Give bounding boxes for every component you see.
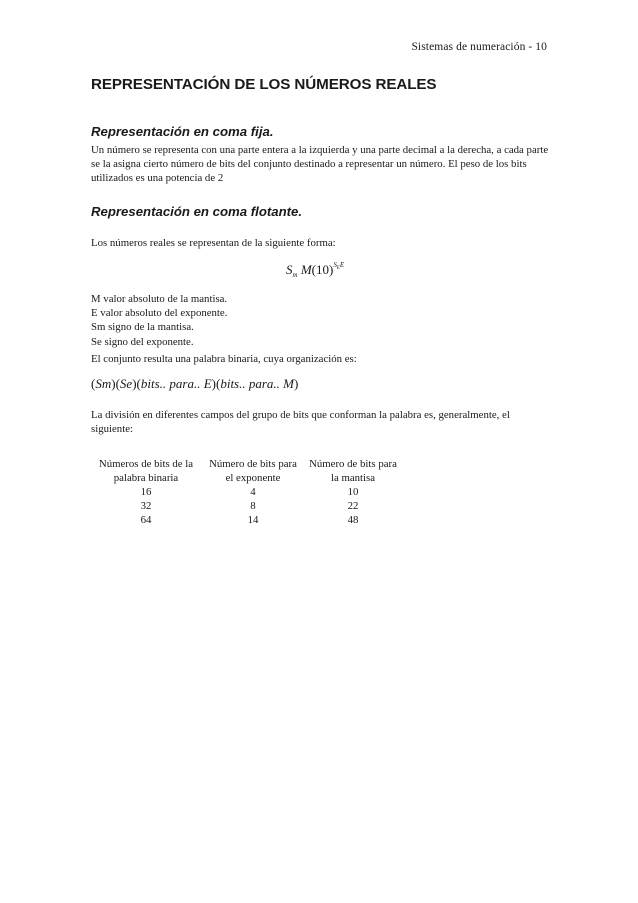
table-cell: 10 <box>347 486 359 498</box>
table-header: palabra binaria <box>113 472 179 484</box>
table-column-mantissa-bits <box>298 457 408 527</box>
definition-item: E valor absoluto del exponente. <box>91 307 228 320</box>
table-cell: 16 <box>140 486 152 498</box>
section-heading-floating-point: Representación en coma flotante. <box>91 204 303 219</box>
table-column-word-bits <box>91 457 201 527</box>
table-header: Números de bits de la <box>98 458 194 470</box>
fixed-point-paragraph <box>91 143 551 186</box>
table-header: Número de bits para <box>209 458 297 470</box>
table-cell: 48 <box>347 514 359 526</box>
text-line: Un número se representa con una parte entera a la izquierda y una parte decimal a la derecha, a cada parte <box>91 144 549 156</box>
section-heading-fixed-point: Representación en coma fija. <box>91 124 274 139</box>
table-cell: 8 <box>250 500 256 512</box>
organization-intro: El conjunto resulta una palabra binaria, cuya organización es: <box>91 353 357 365</box>
table-column-exponent-bits <box>198 457 308 527</box>
definition-item: Sm signo de la mantisa. <box>91 321 194 334</box>
text-line: La división en diferentes campos del grupo de bits que conforman la palabra es, generalmente, el <box>91 409 510 421</box>
text-line: utilizados es una potencia de 2 <box>91 172 224 185</box>
text-line: se la asigna cierto número de bits del conjunto destinado a representar un número. El peso de los bits <box>91 158 527 171</box>
table-cell: 22 <box>347 500 359 512</box>
table-header: la mantisa <box>330 472 376 484</box>
floating-point-formula: $S_m$ $M(10)^{S_EE}$ <box>286 261 345 279</box>
binary-word-organization: (Sm)(Se)(bits.. para.. E)(bits.. para.. M) <box>91 376 299 391</box>
page-title: REPRESENTACIÓN DE LOS NÚMEROS REALES <box>91 76 437 93</box>
definition-item: Se signo del exponente. <box>91 335 194 348</box>
table-cell: 14 <box>247 514 259 526</box>
table-cell: 64 <box>140 514 152 526</box>
definitions-list <box>91 292 551 349</box>
running-header: Sistemas de numeración - 10 <box>411 41 547 53</box>
division-paragraph <box>91 408 551 436</box>
floating-point-intro: Los números reales se representan de la siguiente forma: <box>91 237 336 249</box>
table-header: Número de bits para <box>309 458 397 470</box>
definition-item: M valor absoluto de la mantisa. <box>91 293 228 305</box>
table-header: el exponente <box>225 472 281 484</box>
text-line: siguiente: <box>91 423 133 436</box>
table-cell: 4 <box>250 486 256 498</box>
table-cell: 32 <box>140 500 152 512</box>
